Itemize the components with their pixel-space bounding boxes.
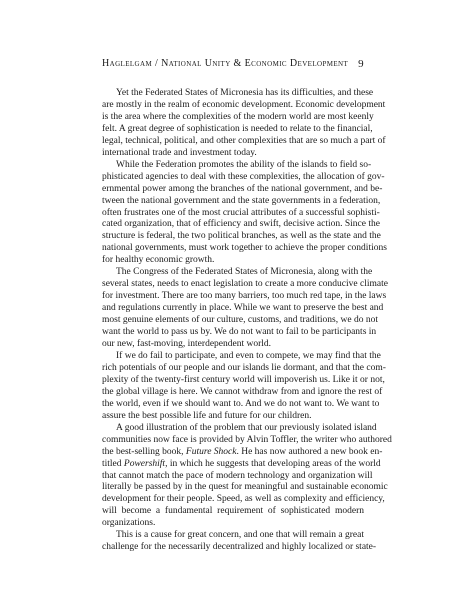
text-line: often frustrates one of the most crucial attributes of a successful sophisti-	[102, 207, 380, 218]
text-line: several states, needs to enact legislation to create a more conducive climate	[102, 279, 388, 290]
text-line: ernmental power among the branches of the national government, and be-	[102, 183, 383, 194]
text-line: literally be passed by in the quest for meaningful and sustainable economic	[102, 482, 388, 493]
running-header	[102, 58, 364, 72]
text-line: the best-selling book, Future Shock. He has now authored a new book en-	[102, 446, 383, 457]
text-line: assure the best possible life and future for our children.	[102, 410, 312, 421]
running-title: Haglelgam / National Unity & Economic Development	[102, 58, 349, 69]
text-line: are mostly in the realm of economic development. Economic development	[102, 99, 386, 110]
text-line: felt. A great degree of sophistication is needed to relate to the financial,	[102, 123, 373, 134]
book-title: Future Shock	[185, 446, 237, 457]
text-line: organizations.	[102, 518, 156, 529]
text-line: and regulations currently in place. While we want to preserve the best and	[102, 303, 384, 314]
text-line: rich potentials of our people and our islands lie dormant, and that the com-	[102, 362, 386, 373]
text-line: titled Powershift, in which he suggests that developing areas of the world	[102, 458, 381, 469]
text-line: for investment. There are too many barriers, too much red tape, in the laws	[102, 291, 387, 302]
body-text	[102, 88, 392, 554]
text-line: for healthy economic growth.	[102, 255, 215, 266]
paragraph	[102, 350, 386, 423]
page-number: 9	[358, 58, 364, 70]
text-line: most genuine elements of our culture, customs, and traditions, we do not	[102, 315, 378, 326]
paragraph	[102, 159, 387, 268]
text-line: The Congress of the Federated States of Micronesia, along with the	[116, 267, 373, 278]
text-line: our new, fast-moving, interdependent world.	[102, 339, 272, 350]
paragraph	[102, 88, 386, 160]
text-line: is the area where the complexities of the modern world are most keenly	[102, 111, 374, 122]
paragraph	[102, 267, 388, 351]
text-line: communities now face is provided by Alvin Toffler, the writer who authored	[102, 434, 392, 445]
text-line: want the world to pass us by. We do not want to fail to be participants in	[102, 327, 377, 338]
text-line: tween the national government and the state governments in a federation,	[102, 195, 381, 206]
text-line: that cannot match the pace of modern technology and organization will	[102, 470, 373, 481]
text-line: challenge for the necessarily decentralized and highly localized or state-	[102, 542, 377, 553]
text-line: development for their people. Speed, as well as complexity and efficiency,	[102, 494, 385, 505]
text-line: This is a cause for great concern, and one that will remain a great	[116, 530, 364, 541]
text-line: phisticated agencies to deal with these complexities, the allocation of gov-	[102, 171, 385, 182]
text-line: legal, technical, political, and other complexities that are so much a part of	[102, 135, 386, 146]
book-title: Powershift	[123, 458, 166, 469]
text-line: international trade and investment today.	[102, 147, 257, 158]
text-line: A good illustration of the problem that our previously isolated island	[116, 422, 377, 433]
text-line: If we do fail to participate, and even to compete, we may find that the	[116, 350, 381, 361]
text-line: Yet the Federated States of Micronesia has its difficulties, and these	[116, 88, 374, 98]
text-line: structure is federal, the two political branches, as well as the state and the	[102, 231, 381, 242]
text-line: plexity of the twenty-first century world will impoverish us. Like it or not,	[102, 374, 385, 385]
text-line: cated organization, that of efficiency and swift, decisive action. Since the	[102, 219, 380, 230]
text-line: will become a fundamental requirement of sophisticated modern	[102, 506, 364, 517]
text-line: the global village is here. We cannot withdraw from and ignore the rest of	[102, 386, 383, 397]
paragraph	[102, 530, 377, 554]
paragraph	[102, 422, 392, 531]
text-line: While the Federation promotes the ability of the islands to field so-	[116, 159, 372, 170]
text-line: the world, even if we should want to. And we do not want to. We want to	[102, 398, 380, 409]
text-line: national governments, must work together to achieve the proper conditions	[102, 243, 387, 254]
